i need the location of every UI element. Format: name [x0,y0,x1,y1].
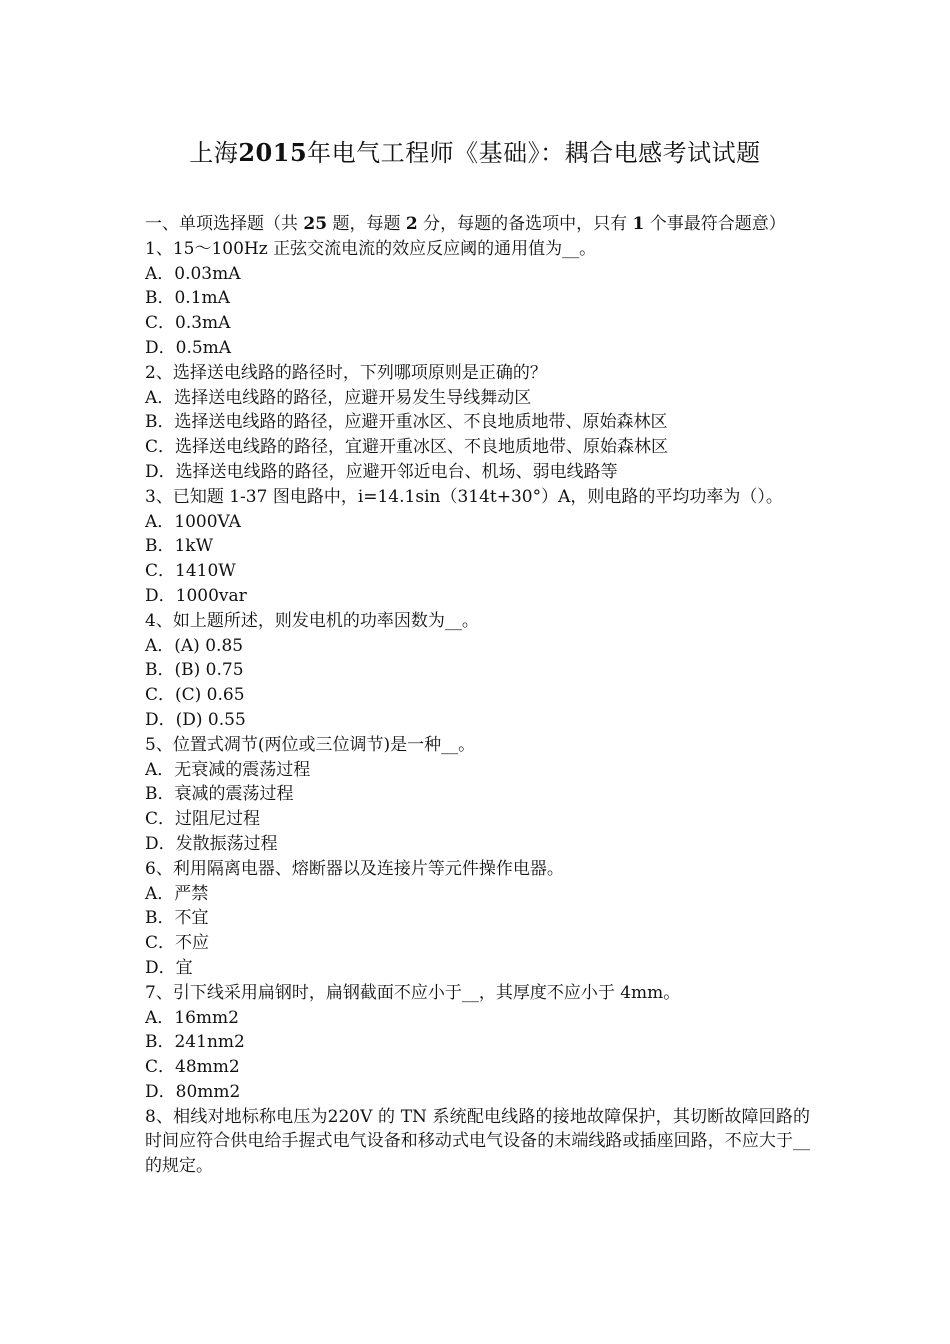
option: B．1kW [145,536,214,557]
question-text: 2、选择送电线路的路径时，下列哪项原则是正确的？ [145,362,547,383]
option: A．0.03mA [145,263,241,284]
option: B．(B) 0.75 [145,660,244,681]
section-text: 分，每题的备选项中，只有 [423,214,628,234]
option: C．1410W [145,561,236,582]
option: C．选择送电线路的路径，宜避开重冰区、不良地质地带、原始森林区 [145,437,669,458]
option: B．不宜 [145,908,209,929]
question-text: 1、15～100Hz 正弦交流电流的效应反应阈的通用值为__。 [145,238,597,259]
option: D．0.5mA [145,337,232,358]
option: A．严禁 [145,883,209,904]
question-list [145,237,810,1179]
option: D．(D) 0.55 [145,709,246,730]
option: C．过阻尼过程 [145,809,261,830]
option: B．241nm2 [145,1032,245,1053]
option: D．80mm2 [145,1081,241,1102]
document-body [145,212,810,1179]
question-text: 8、相线对地标称电压为220V 的 TN 系统配电线路的接地故障保护，其切断故障回路的时间应符合供电给手握式电气设备和移动式电气设备的末端线路或插座回路，不应大于__的规定。 [145,1106,810,1177]
section-text: 个事最符合题意） [649,214,786,234]
section-text: 题，每题 [332,214,401,234]
option: D．1000var [145,585,247,606]
question-text: 3、已知题 1-37 图电路中，i=14.1sin（314t+30°）A，则电路的平均功率为（）。 [145,486,783,507]
option: C．0.3mA [145,313,231,334]
question-count: 25 [303,214,328,234]
option: A．选择送电线路的路径，应避开易发生导线舞动区 [145,387,532,408]
section-heading [145,212,810,237]
option: D．发散振荡过程 [145,833,278,854]
points-per-question: 2 [405,214,418,234]
option: A．无衰减的震荡过程 [145,759,311,780]
option: D．宜 [145,957,193,978]
option: A．16mm2 [145,1007,239,1028]
title-year: 2015 [238,138,308,167]
question-text: 6、利用隔离电器、熔断器以及连接片等元件操作电器。 [145,858,564,879]
title-text-pre: 上海 [189,139,239,167]
option: B．选择送电线路的路径，应避开重冰区、不良地质地带、原始森林区 [145,412,668,433]
option: B．0.1mA [145,288,230,309]
question-text: 4、如上题所述，则发电机的功率因数为__。 [145,610,479,631]
option: C．(C) 0.65 [145,685,245,706]
option: A．(A) 0.85 [145,635,244,656]
option: C．不应 [145,933,210,954]
title-text-post: 年电气工程师《基础》：耦合电感考试试题 [307,139,761,167]
correct-option-count: 1 [632,214,645,234]
question-text: 7、引下线采用扁钢时，扁钢截面不应小于__，其厚度不应小于 4mm。 [145,982,681,1003]
question-text: 5、位置式凋节(两位或三位调节)是一种__。 [145,734,476,755]
document-title [0,138,950,168]
section-text: 一、单项选择题（共 [145,214,298,234]
option: C．48mm2 [145,1057,240,1078]
option: A．1000VA [145,511,241,532]
option: D．选择送电线路的路径，应避开邻近电台、机场、弱电线路等 [145,461,618,482]
option: B．衰减的震荡过程 [145,784,294,805]
